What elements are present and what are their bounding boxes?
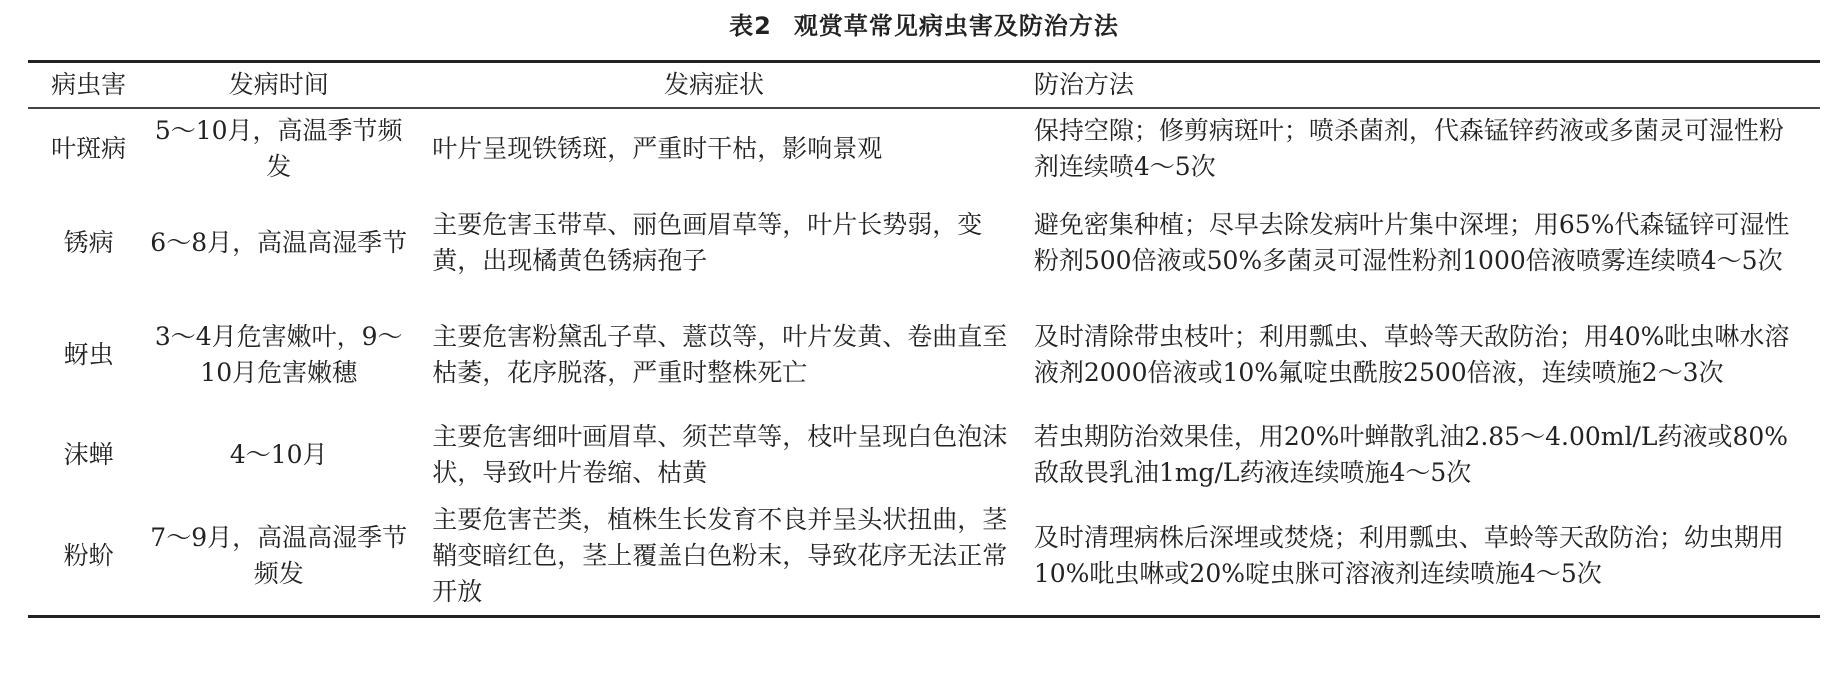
- cell-onset-time: 4～10月: [229, 440, 328, 469]
- cell-onset-time: 3～4月危害嫩叶，9～10月危害嫩穗: [154, 322, 403, 387]
- cell-pest-name: 蚜虫: [63, 340, 114, 369]
- cell-pest-name: 沫蝉: [63, 440, 114, 469]
- cell-symptom: 主要危害芒类，植株生长发育不良并呈头状扭曲，茎鞘变暗红色，茎上覆盖白色粉末，导致花序无法正常开放: [432, 505, 1008, 606]
- table-caption: 观赏草常见病虫害及防治方法: [793, 12, 1119, 40]
- cell-onset-time: 6～8月，高温高湿季节: [150, 228, 408, 257]
- table-row: [28, 497, 1820, 617]
- header-pest: 病虫害: [51, 70, 127, 99]
- table-row: [28, 413, 1820, 497]
- table-number: 表2: [729, 12, 772, 40]
- cell-control: 及时清除带虫枝叶；利用瓢虫、草蛉等天敌防治；用40%吡虫啉水溶液剂2000倍液或10%氟啶虫酰胺2500倍液，连续喷施2～3次: [1033, 322, 1790, 387]
- cell-symptom: 主要危害细叶画眉草、须芒草等，枝叶呈现白色泡沫状，导致叶片卷缩、枯黄: [432, 422, 1008, 487]
- table-row: [28, 189, 1820, 297]
- cell-control: 保持空隙；修剪病斑叶；喷杀菌剂，代森锰锌药液或多菌灵可湿性粉剂连续喷4～5次: [1033, 116, 1784, 181]
- cell-onset-time: 5～10月，高温季节频发: [154, 116, 403, 181]
- table-title: [0, 6, 1848, 41]
- cell-symptom: 叶片呈现铁锈斑，严重时干枯，影响景观: [432, 134, 883, 163]
- cell-pest-name: 粉蚧: [63, 541, 114, 570]
- header-onset-time: 发病时间: [228, 70, 329, 99]
- cell-control: 避免密集种植；尽早去除发病叶片集中深埋；用65%代森锰锌可湿性粉剂500倍液或50%多菌灵可湿性粉剂1000倍液喷雾连续喷4～5次: [1033, 210, 1790, 275]
- cell-pest-name: 锈病: [63, 228, 114, 257]
- table-header-row: [28, 62, 1820, 109]
- cell-control: 及时清理病株后深埋或焚烧；利用瓢虫、草蛉等天敌防治；幼虫期用10%吡虫啉或20%啶虫脒可溶液剂连续喷施4～5次: [1033, 523, 1784, 588]
- cell-pest-name: 叶斑病: [51, 134, 127, 163]
- cell-control: 若虫期防治效果佳，用20%叶蝉散乳油2.85～4.00ml/L药液或80%敌敌畏乳油1mg/L药液连续喷施4～5次: [1033, 422, 1789, 487]
- table-row: [28, 297, 1820, 413]
- table-row: [28, 108, 1820, 189]
- pest-control-table: [28, 60, 1820, 618]
- cell-onset-time: 7～9月，高温高湿季节频发: [150, 523, 408, 588]
- cell-symptom: 主要危害粉黛乱子草、薏苡等，叶片发黄、卷曲直至枯萎，花序脱落，严重时整株死亡: [432, 322, 1008, 387]
- cell-symptom: 主要危害玉带草、丽色画眉草等，叶片长势弱，变黄，出现橘黄色锈病孢子: [432, 210, 983, 275]
- header-symptoms: 发病症状: [664, 70, 765, 99]
- header-control-method: 防治方法: [1033, 70, 1134, 99]
